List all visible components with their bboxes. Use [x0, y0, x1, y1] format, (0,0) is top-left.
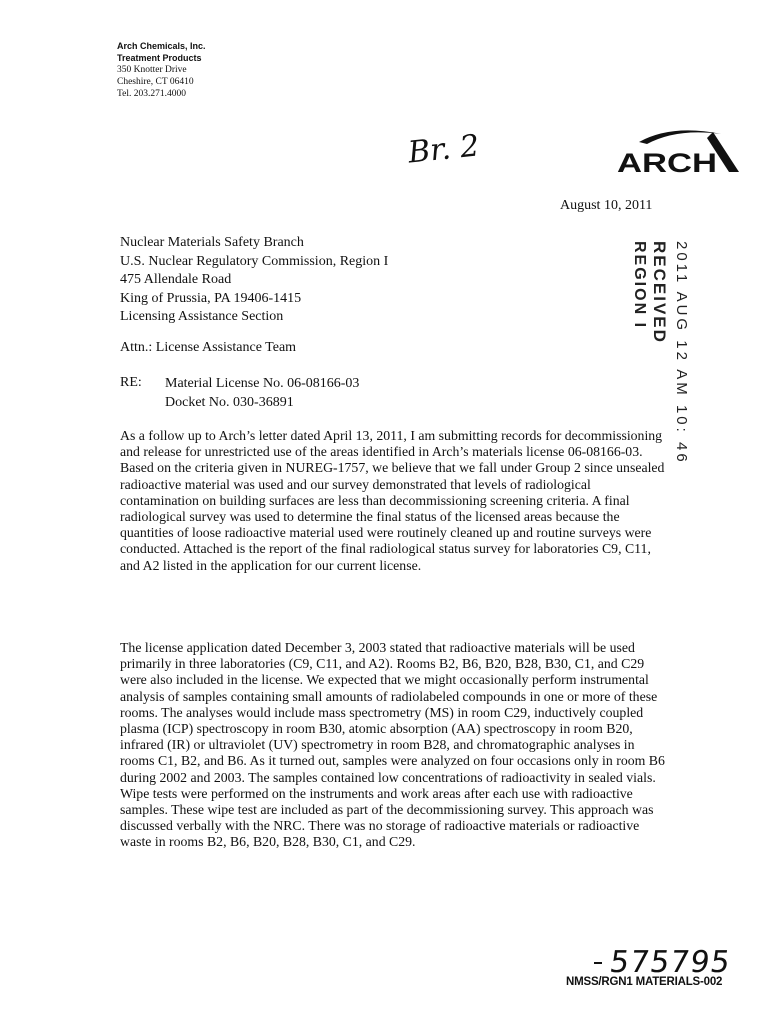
handwritten-dash [594, 962, 602, 964]
recipient-line: U.S. Nuclear Regulatory Commission, Region I [120, 253, 389, 269]
sender-division: Treatment Products [117, 53, 202, 63]
body-paragraph-1: As a follow up to Arch’s letter dated April 13, 2011, I am submitting records for decommissioning and release for unrestricted use of the areas identified in Arch’s materials license 06-08166-03. Based on the criteria given in NUREG-1757, we believe that we fall under Group 2 since unsealed radioactive material was used and our survey demonstrated that levels of radiological contamination on building surfaces are less than decommissioning screening criteria. A final radiological survey was used to determine the final status of the licensed areas because the quantities of loose radioactive material used were routinely cleaned up and routine surveys were conducted. Attached is the report of the final radiological status survey for laboratories C9, C11, and A2 listed in the application for our current license. [120, 428, 665, 573]
sender-phone: Tel. 203.271.4000 [117, 89, 186, 99]
logo-text: ARCH [617, 148, 717, 176]
handwritten-annotation: Br. 2 [406, 128, 481, 171]
received-stamp [628, 241, 690, 465]
body-paragraph-2: The license application dated December 3, 2003 stated that radioactive materials will be used primarily in three laboratories (C9, C11, and A2). Rooms B2, B6, B20, B28, B30, C1, and C29 were also included in the license. We expected that we might occasionally perform instrumental analysis of samples containing small amounts of radiolabeled compounds in one or more of these rooms. The analyses would include mass spectrometry (MS) in room C29, inductively coupled plasma (ICP) spectroscopy in room B30, atomic absorption (AA) spectroscopy in room B20, infrared (IR) or ultraviolet (UV) spectrometry in room B28, and chromatographic analyses in rooms C1, B2, and B6. As it turned out, samples were analyzed on four occasions only in room B6 during 2002 and 2003. The samples contained low concentrations of radioactivity in sealed vials. Wipe tests were performed on the instruments and work areas after each use with radioactive samples. These wipe test are included as part of the decommissioning survey. This approach was discussed verbally with the NRC. There was no storage of radioactive materials or radioactive waste in rooms B2, B6, B20, B28, B30, C1, and C29. [120, 640, 665, 850]
letter-date: August 10, 2011 [560, 198, 653, 213]
re-license-number: Material License No. 06-08166-03 [165, 376, 360, 391]
re-docket-number: Docket No. 030-36891 [165, 394, 294, 410]
re-label: RE: [120, 375, 142, 390]
sender-company: Arch Chemicals, Inc. [117, 41, 206, 51]
stamp-region: REGION I [631, 241, 648, 330]
re-subject [165, 375, 359, 412]
recipient-line: King of Prussia, PA 19406-1415 [120, 290, 302, 306]
attention-line: Attn.: License Assistance Team [120, 340, 297, 355]
footer-code: NMSS/RGN1 MATERIALS-002 [566, 976, 723, 988]
sender-block [117, 40, 206, 100]
recipient-address [120, 234, 388, 327]
stamp-received: RECEIVED [650, 241, 669, 344]
recipient-line: Nuclear Materials Safety Branch [120, 235, 304, 250]
sender-address-line-2: Cheshire, CT 06410 [117, 77, 194, 87]
recipient-line: 475 Allendale Road [120, 272, 232, 287]
recipient-line: Licensing Assistance Section [120, 309, 284, 324]
stamp-date: 2011 AUG 12 AM 10: 46 [673, 241, 690, 465]
handwritten-document-number: 575795 [607, 945, 733, 980]
arch-logo [617, 120, 741, 176]
sender-address-line-1: 350 Knotter Drive [117, 65, 187, 75]
